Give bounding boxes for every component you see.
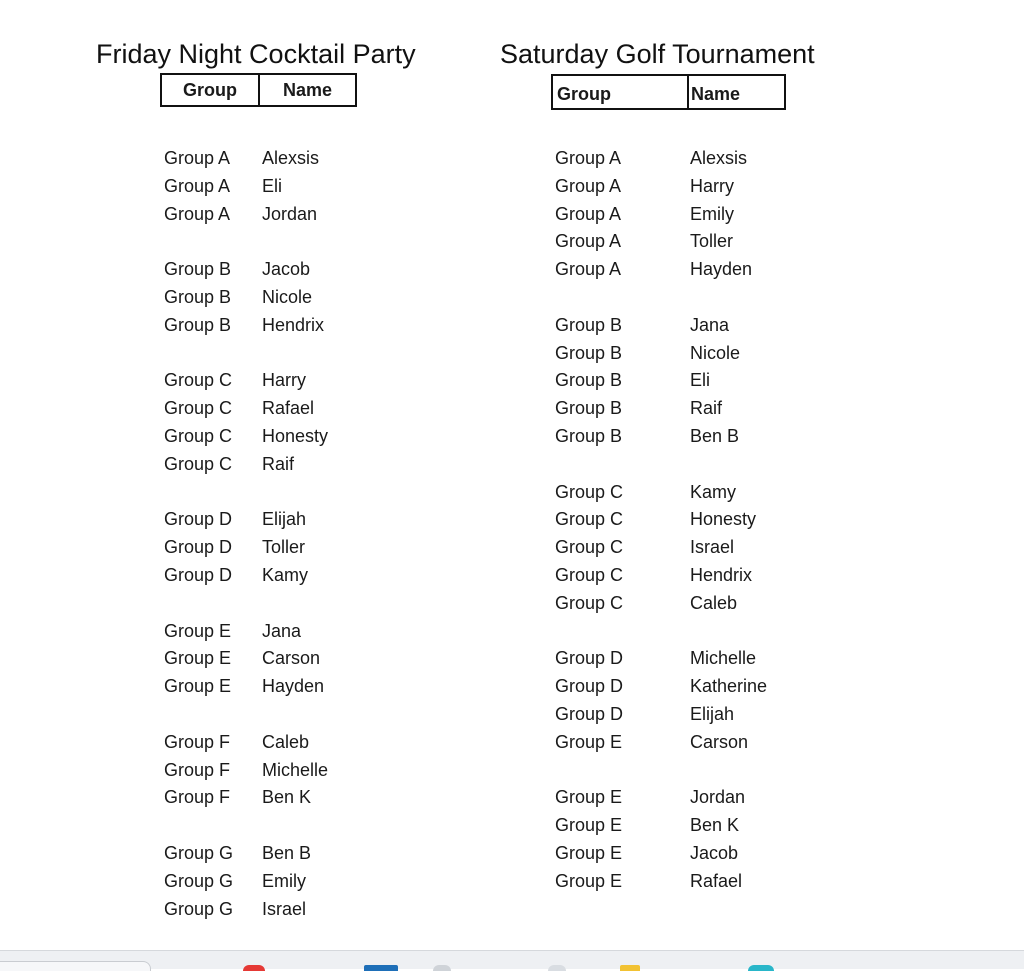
- group-cell: Group E: [555, 842, 623, 863]
- saturday-header-name: Name: [691, 84, 741, 104]
- name-cell: Caleb: [262, 731, 310, 752]
- name-cell: Carson: [262, 648, 321, 669]
- name-cell: Ben B: [690, 425, 740, 446]
- name-cell: Raif: [690, 398, 723, 419]
- name-cell: Jacob: [690, 842, 739, 863]
- name-cell: Jordan: [690, 787, 746, 808]
- name-cell: Katherine: [690, 676, 768, 697]
- friday-header-group: Group: [162, 75, 260, 105]
- name-cell: Hayden: [690, 259, 753, 280]
- name-cell: Emily: [262, 870, 306, 891]
- saturday-header-group: Group: [553, 76, 689, 108]
- blue-app-icon[interactable]: [364, 965, 398, 971]
- group-cell: Group F: [164, 787, 231, 808]
- name-cell: Harry: [690, 175, 734, 196]
- name-cell: Raif: [262, 453, 295, 474]
- group-cell: Group A: [555, 203, 622, 224]
- group-cell: Group C: [164, 453, 233, 474]
- group-cell: Group C: [555, 592, 624, 613]
- group-cell: Group E: [555, 787, 623, 808]
- grey-app-icon-2[interactable]: [548, 965, 566, 971]
- name-cell: Kamy: [262, 564, 309, 585]
- name-cell: Israel: [690, 537, 735, 558]
- name-cell: Jordan: [262, 203, 318, 224]
- group-cell: Group C: [164, 425, 233, 446]
- name-cell: Elijah: [262, 509, 307, 530]
- name-cell: Honesty: [690, 509, 757, 530]
- name-cell: Michelle: [690, 648, 757, 669]
- group-cell: Group C: [555, 564, 624, 585]
- group-cell: Group B: [555, 342, 623, 363]
- name-cell: Alexsis: [262, 148, 320, 168]
- group-cell: Group B: [555, 425, 623, 446]
- group-cell: Group A: [164, 203, 231, 224]
- group-cell: Group D: [555, 648, 624, 669]
- group-cell: Group E: [555, 731, 623, 752]
- name-cell: Eli: [262, 175, 283, 196]
- group-cell: Group B: [164, 259, 232, 280]
- group-cell: Group B: [555, 314, 623, 335]
- name-cell: Emily: [690, 203, 734, 224]
- group-cell: Group A: [555, 148, 622, 168]
- name-cell: Toller: [262, 537, 306, 558]
- group-cell: Group G: [164, 898, 234, 919]
- saturday-title: Saturday Golf Tournament: [500, 39, 815, 69]
- name-cell: Hayden: [262, 676, 325, 697]
- group-cell: Group C: [555, 481, 624, 502]
- group-cell: Group D: [555, 676, 624, 697]
- group-cell: Group E: [164, 648, 232, 669]
- group-cell: Group A: [555, 231, 622, 252]
- group-cell: Group D: [164, 537, 233, 558]
- name-cell: Elijah: [690, 703, 735, 724]
- group-cell: Group A: [555, 259, 622, 280]
- grey-app-icon[interactable]: [433, 965, 451, 971]
- name-cell: Kamy: [690, 481, 737, 502]
- name-cell: Toller: [690, 231, 734, 252]
- name-cell: Ben K: [690, 815, 740, 836]
- group-cell: Group E: [555, 815, 623, 836]
- group-cell: Group C: [164, 398, 233, 419]
- taskbar: [0, 950, 1024, 969]
- name-cell: Hendrix: [262, 314, 325, 335]
- friday-header-name: Name: [282, 80, 333, 100]
- name-cell: Jacob: [262, 259, 311, 280]
- group-cell: Group B: [164, 314, 232, 335]
- group-cell: Group F: [164, 759, 231, 780]
- name-cell: Michelle: [262, 759, 329, 780]
- group-cell: Group F: [164, 731, 231, 752]
- group-cell: Group E: [164, 676, 232, 697]
- taskbar-search-box[interactable]: [0, 961, 151, 971]
- name-cell: Nicole: [262, 286, 313, 307]
- name-cell: Nicole: [690, 342, 741, 363]
- group-cell: Group B: [164, 286, 232, 307]
- yellow-folder-icon[interactable]: [620, 965, 640, 971]
- friday-title: Friday Night Cocktail Party: [96, 39, 416, 69]
- name-cell: Carson: [690, 731, 749, 752]
- name-cell: Harry: [262, 370, 306, 391]
- name-cell: Alexsis: [690, 148, 748, 168]
- group-cell: Group A: [164, 148, 231, 168]
- name-cell: Jana: [262, 620, 302, 641]
- name-cell: Israel: [262, 898, 307, 919]
- name-cell: Hendrix: [690, 564, 753, 585]
- group-cell: Group D: [164, 564, 233, 585]
- name-cell: Ben B: [262, 842, 312, 863]
- group-cell: Group E: [164, 620, 232, 641]
- red-app-icon[interactable]: [243, 965, 265, 971]
- group-cell: Group C: [555, 509, 624, 530]
- name-cell: Jana: [690, 314, 730, 335]
- name-cell: Rafael: [690, 870, 743, 891]
- friday-header-table: [160, 73, 357, 107]
- name-cell: Rafael: [262, 398, 315, 419]
- group-cell: Group C: [164, 370, 233, 391]
- group-cell: Group A: [555, 175, 622, 196]
- group-cell: Group E: [555, 870, 623, 891]
- group-cell: Group A: [164, 175, 231, 196]
- name-cell: Honesty: [262, 425, 329, 446]
- group-cell: Group B: [555, 398, 623, 419]
- group-cell: Group B: [555, 370, 623, 391]
- group-cell: Group G: [164, 842, 234, 863]
- group-cell: Group D: [555, 703, 624, 724]
- name-cell: Caleb: [690, 592, 738, 613]
- name-cell: Ben K: [262, 787, 312, 808]
- saturday-header-table: [551, 74, 786, 110]
- name-cell: Eli: [690, 370, 711, 391]
- group-cell: Group G: [164, 870, 234, 891]
- group-cell: Group D: [164, 509, 233, 530]
- teal-app-icon[interactable]: [748, 965, 774, 971]
- group-cell: Group C: [555, 537, 624, 558]
